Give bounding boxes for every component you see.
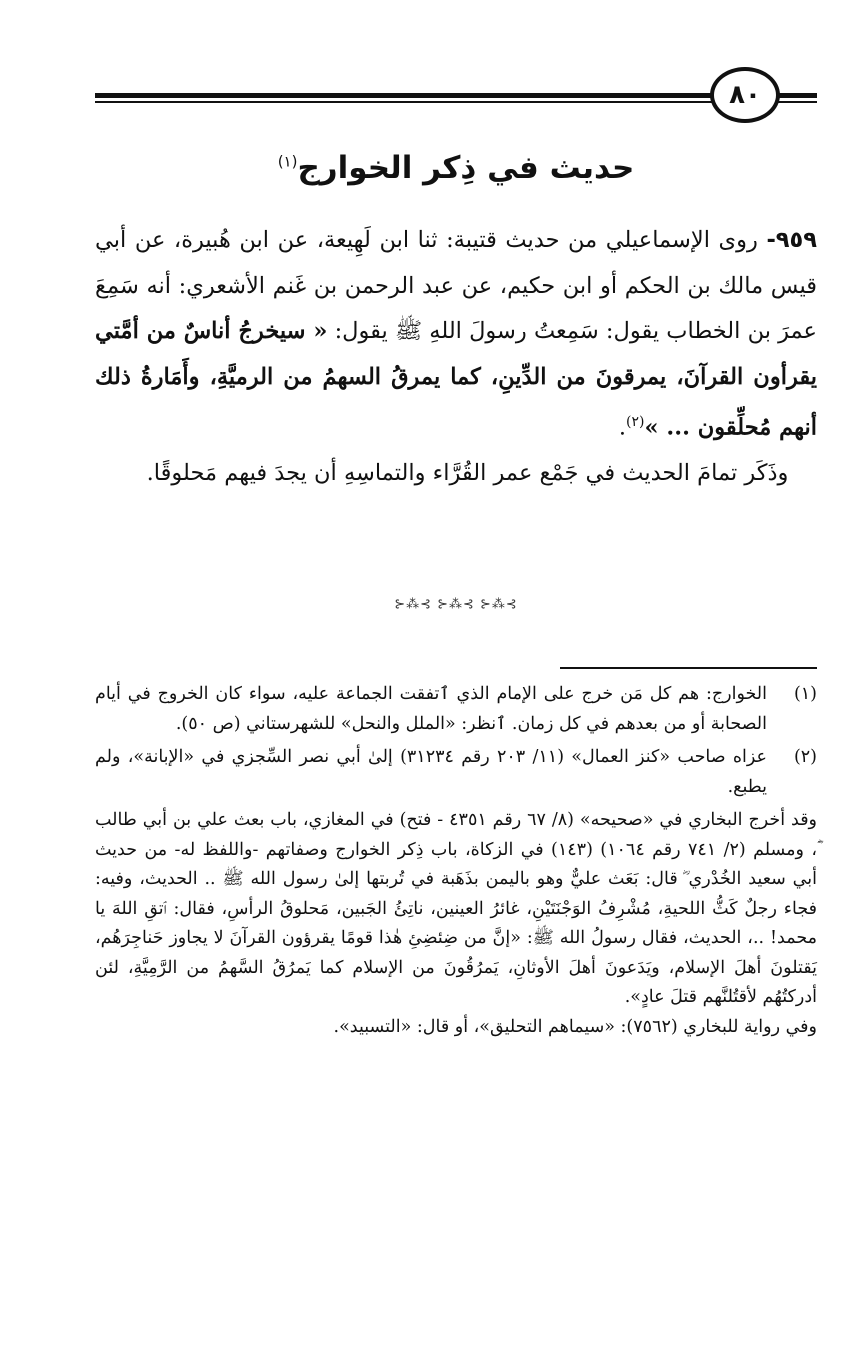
footnote-marker: (١) — [793, 684, 817, 704]
hadith-number: ٩٥٩- — [766, 227, 817, 253]
footnote-1 — [95, 680, 817, 739]
title-footnote-ref: (١) — [277, 152, 298, 171]
closing-paragraph — [95, 451, 817, 497]
hadith-paragraph: ٩٥٩- روى الإسماعيلي من حديث قتيبة: ثنا ابن لَهِيعة، عن ابن هُبيرة، عن أبي قيس مالك بن الحكم أو ابن حكيم، عن عبد الرحمن بن غَنم الأشعري: أنه سَمِعَ عمرَ بن الخطاب يقول: سَمِعتُ رسولَ اللهِ ﷺ يقول: « سيخرجُ أناسٌ من أمَّتي يقرأون القرآنَ، يمرقونَ من الدِّينِ، كما يمرقُ السهمُ من الرميَّةِ، وأَمَارةُ ذلك أنهم مُحلِّقون ... »$^{(٢)}$. — [95, 227, 817, 441]
hadith-quote: « سيخرجُ أناسٌ من أمَّتي يقرأون القرآنَ، يمرقونَ من الدِّينِ، كما يمرقُ السهمُ من الرميَّةِ، وأَمَارةُ ذلك أنهم مُحلِّقون ... » — [95, 318, 817, 441]
main-text — [95, 218, 817, 497]
footnote-separator — [560, 667, 817, 669]
footnote-marker: (٢) — [793, 747, 817, 767]
footnote-2 — [95, 743, 817, 802]
page-header — [95, 66, 817, 128]
chapter-title-text: حديث في ذِكر الخوارج — [297, 150, 635, 186]
footnote-2-continuation: وقد أخرج البخاري في «صحيحه» (٨/ ٦٧ رقم ٤٣٥١ - فتح) في المغازي، باب بعث علي بن أبي طالب ؓ، ومسلم (٢/ ٧٤١ رقم ١٠٦٤) (١٤٣) في الزكاة، باب ذِكر الخوارج وصفاتهم -واللفظ له- من حديث أبي سعيد الخُدْري ؓ قال: بَعَث عليٌّ وهو باليمن بذَهَبة في تُربتها إلىٰ رسول الله ﷺ .. الحديث، وفيه: فجاء رجلٌ كَثُّ اللحيةِ، مُشْرِفُ الوَجْنَتَيْنِ، غائرُ العينين، ناتِئُ الجَبين، مَحلوقُ الرأسِ، فقال: ٱتقِ اللهَ يا محمد! ..، الحديث، فقال رسولُ الله ﷺ: «إنَّ من ضِئضِئِ هٰذا قومًا يقرؤون القرآنَ لا يجاوز حَناجِرَهُم، يَقتلونَ أهلَ الإسلام، ويَدَعونَ أهلَ الأوثانِ، يَمرُقُونَ من الإسلام كما يَمرُقُ السَّهمُ من الرَّمِيَّةِ، لئن أدركتُهُم لأقتُلنَّهم قتلَ عادٍ». — [95, 810, 818, 1007]
chapter-title — [95, 150, 817, 186]
hadith-chain: روى الإسماعيلي من حديث قتيبة: ثنا ابن لَهِيعة، عن ابن هُبيرة، عن أبي قيس مالك بن الحكم أو ابن حكيم، عن عبد الرحمن بن غَنم الأشعري: أنه سَمِعَ عمرَ بن الخطاب يقول: سَمِعتُ رسولَ اللهِ ﷺ يقول: — [95, 227, 817, 344]
footnote-text: عزاه صاحب «كنز العمال» (١١/ ٢٠٣ رقم ٣١٢٣٤) إلىٰ أبي نصر السِّجزي في «الإبانة»، ولم يطبع. — [95, 747, 768, 797]
quote-footnote-ref: (٢) — [626, 414, 645, 430]
closing-text: وذَكَر تمامَ الحديث في جَمْع عمر القُرَّاء والتماسِهِ أن يجدَ فيهم مَحلوقًا. — [146, 460, 789, 486]
page-number: ٨٠ — [710, 67, 780, 123]
footnote-text: الخوارج: هم كل مَن خرج على الإمام الذي ٱتفقت الجماعة عليه، سواء كان الخروج في أيام الصحابة أو من بعدهم في كل زمان. ٱنظر: «الملل والنحل» للشهرستاني (ص ٥٠). — [95, 684, 767, 734]
header-rule-thick — [95, 93, 817, 98]
section-ornament: ⊱⁂⊰ ⊱⁂⊰ ⊱⁂⊰ — [394, 597, 518, 612]
footnotes — [95, 680, 817, 1042]
header-rule-thin — [95, 101, 817, 103]
footnote-2-bukhari-variant: وفي رواية للبخاري (٧٥٦٢): «سيماهم التحليق»، أو قال: «التسبيد». — [333, 1016, 817, 1037]
